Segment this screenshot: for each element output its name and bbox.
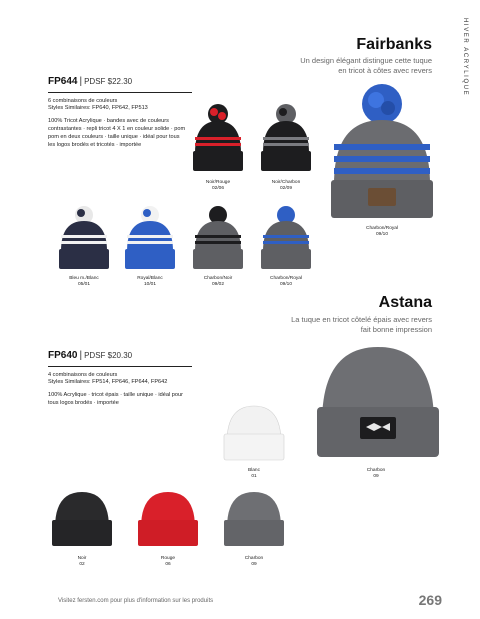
- variant-label-7: Charbon/Royal 09/10: [270, 276, 302, 287]
- product-subtitle-astana-2: fait bonne impression: [360, 325, 432, 334]
- divider: [48, 366, 192, 367]
- beanie-image-charbon-noir: [189, 205, 247, 273]
- variant-label-1: Noir/Rouge 02/06: [205, 180, 231, 191]
- description-line-1: 100% Acrylique · tricot épais · taille unique · idéal pour: [48, 392, 183, 398]
- beanie-image-charbon-royal: [257, 205, 315, 273]
- color-combos: 4 combinaisons de couleurs: [48, 372, 118, 378]
- variant-label-10: Noir 02: [77, 556, 87, 567]
- section-side-label: HIVER ACRYLIQUE: [462, 18, 468, 97]
- variant-label-9: Charbon 09: [366, 468, 386, 479]
- similar-styles: Styles Similaires: FP640, FP642, FP513: [48, 105, 148, 111]
- beanie-image-royal-blanc: [121, 205, 179, 273]
- description-line-2: tous logos brodés · importée: [48, 400, 119, 406]
- product-code-line: FP640 | PDSF $20.30: [48, 350, 133, 361]
- product-price: PDSF $22.30: [84, 77, 133, 86]
- product-title-fairbanks: Fairbanks: [356, 36, 432, 53]
- description-line-3: pom en deux couleurs · taille unique · idéal pour tous: [48, 134, 180, 140]
- beanie-image-charbon-large: [314, 343, 442, 461]
- beanie-image-charbon: [221, 488, 287, 550]
- beanie-image-rouge: [135, 488, 201, 550]
- product-title-astana: Astana: [378, 294, 432, 311]
- variant-label-2: Noir/Charbon 02/09: [271, 180, 301, 191]
- beanie-image-charbon-royal-large: [328, 84, 436, 224]
- description-line-4: les logos brodés et tricotés · importée: [48, 142, 142, 148]
- product-subtitle-fairbanks-2: en tricot à côtes avec revers: [338, 66, 432, 75]
- page-number: 269: [418, 592, 442, 608]
- product-code: FP644: [48, 76, 78, 87]
- beanie-image-bleu-blanc: [55, 205, 113, 273]
- variant-label-11: Rouge 06: [160, 556, 176, 567]
- description-line-1: 100% Tricot Acrylique · bandes avec de couleurs: [48, 118, 169, 124]
- beanie-image-noir-rouge: [189, 103, 247, 175]
- product-subtitle-fairbanks-1: Un design élégant distingue cette tuque: [300, 56, 432, 65]
- variant-label-6: Charbon/Noir 09/02: [203, 276, 233, 287]
- variant-label-5: Royal/Blanc 10/01: [137, 276, 163, 287]
- variant-label-8: Blanc 01: [248, 468, 260, 479]
- beanie-image-noir: [49, 488, 115, 550]
- divider: [48, 92, 192, 93]
- variant-label-4: Bleu m./Blanc 05/01: [69, 276, 99, 287]
- variant-label-12: Charbon 09: [244, 556, 264, 567]
- beanie-image-noir-charbon: [257, 103, 315, 175]
- footer-text: Visitez fersten.com pour plus d'information sur les produits: [58, 598, 214, 604]
- product-code: FP640: [48, 350, 78, 361]
- description-line-2: contrastantes · repli tricot 4 X 1 en couleur solide · pom: [48, 126, 186, 132]
- product-subtitle-astana-1: La tuque en tricot côtelé épais avec revers: [291, 315, 432, 324]
- similar-styles: Styles Similaires: FP514, FP646, FP644, FP642: [48, 379, 168, 385]
- variant-label-3: Charbon/Royal 09/10: [366, 226, 398, 237]
- beanie-image-blanc: [221, 402, 287, 464]
- product-price: PDSF $20.30: [84, 351, 133, 360]
- color-combos: 6 combinaisons de couleurs: [48, 98, 118, 104]
- product-code-line: FP644 | PDSF $22.30: [48, 76, 133, 87]
